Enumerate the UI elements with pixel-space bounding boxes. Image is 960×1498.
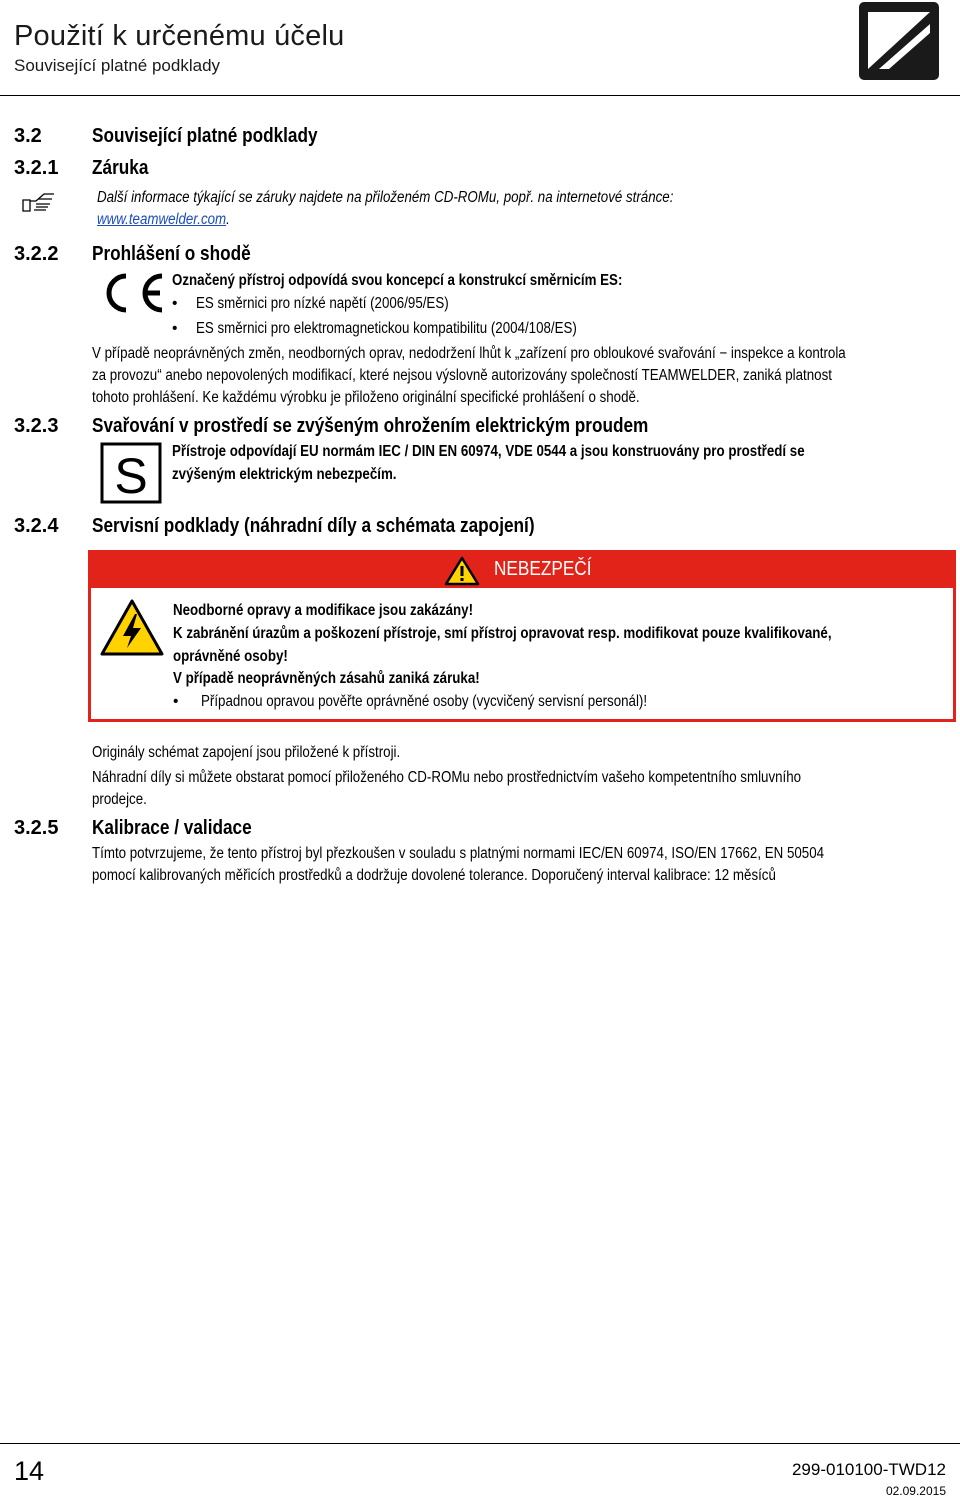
section-title: Kalibrace / validace [92, 817, 252, 839]
high-voltage-icon [99, 598, 165, 663]
section-title: Svařování v prostředí se zvýšeným ohrožením elektrickým proudem [92, 415, 649, 437]
danger-header [88, 550, 956, 588]
danger-text: K zabránění úrazům a poškození přístroje, smí přístroj opravovat resp. modifikovat pouze kvalifikované, [173, 625, 832, 642]
section-number: 3.2.5 [14, 817, 59, 839]
danger-text: V případě neoprávněných zásahů zaniká záruka! [173, 670, 480, 687]
s-mark-icon [100, 442, 162, 509]
list-item: ES směrnici pro nízké napětí (2006/95/ES) [196, 295, 449, 312]
page-number: 14 [14, 1456, 45, 1486]
section-title: Servisní podklady (náhradní díly a schémata zapojení) [92, 515, 535, 537]
section-number: 3.2.4 [14, 515, 59, 537]
paragraph-line: pomocí kalibrovaných měřicích prostředků a dodržuje dovolené tolerance. Doporučený interval kalibrace: 12 měsíců [92, 867, 776, 884]
paragraph-line: tohoto prohlášení. Ke každému výrobku je přiloženo originální specifické prohlášení o shodě. [92, 389, 640, 406]
list-bullet: • [172, 295, 178, 312]
danger-label: NEBEZPEČÍ [494, 558, 592, 580]
document-id: 299-010100-TWD12 [791, 1460, 946, 1479]
paragraph-line: za provozu“ anebo nepovolených modifikací, které nejsou výslovně autorizovány společností TEAMWELDER, zaniká platnost [92, 367, 832, 384]
paragraph-line: Tímto potvrzujeme, že tento přístroj byl přezkoušen v souladu s platnými normami IEC/EN 60974, ISO/EN 17662, EN 50504 [92, 845, 825, 862]
section-number: 3.2.1 [14, 157, 59, 179]
warning-triangle-icon [444, 556, 480, 591]
danger-box [88, 588, 956, 722]
page-subtitle: Související platné podklady [14, 56, 221, 75]
paragraph-line: V případě neoprávněných změn, neodborných oprav, nedodržení lhůt k „zařízení pro obloukové svařování − inspekce a kontrola [92, 345, 846, 362]
ce-mark-icon [96, 270, 166, 321]
list-bullet: • [173, 693, 179, 710]
pointing-hand-icon [22, 191, 56, 218]
s-mark-letter: S [114, 448, 148, 504]
paragraph-line: Originály schémat zapojení jsou přiložené k přístroji. [92, 744, 401, 761]
section-number: 3.2 [14, 125, 42, 147]
paragraph-line: Náhradní díly si můžete obstarat pomocí přiloženého CD-ROMu nebo prostřednictvím vašeho kompetentního smluvního [92, 769, 802, 786]
website-link[interactable]: www.teamwelder.com [97, 211, 227, 228]
brand-logo-icon [859, 2, 939, 80]
footer-divider [0, 1443, 960, 1444]
section-number: 3.2.2 [14, 243, 59, 265]
section-title: Záruka [92, 157, 149, 179]
list-bullet: • [172, 320, 178, 337]
danger-text: Neodborné opravy a modifikace jsou zakázány! [173, 602, 474, 619]
hint-link-line: www.teamwelder.com. [97, 211, 230, 228]
document-date: 02.09.2015 [885, 1484, 946, 1498]
header-divider [0, 95, 960, 96]
paragraph-line: prodejce. [92, 791, 147, 808]
hint-text: Další informace týkající se záruky najdete na přiloženém CD-ROMu, popř. na internetové stránce: [97, 189, 674, 206]
list-item: ES směrnici pro elektromagnetickou kompatibilitu (2004/108/ES) [196, 320, 577, 337]
danger-text: oprávněné osoby! [173, 648, 288, 665]
section-title: Související platné podklady [92, 125, 318, 147]
s-mark-text: zvýšeným elektrickým nebezpečím. [172, 466, 397, 483]
section-number: 3.2.3 [14, 415, 59, 437]
conformity-lead: Označený přístroj odpovídá svou koncepcí a konstrukcí směrnicím ES: [172, 272, 623, 289]
section-title: Prohlášení o shodě [92, 243, 251, 265]
s-mark-text: Přístroje odpovídají EU normám IEC / DIN EN 60974, VDE 0544 a jsou konstruovány pro prostředí se [172, 443, 805, 460]
page-title: Použití k určenému účelu [14, 20, 345, 52]
danger-bullet: Případnou opravou pověřte oprávněné osoby (vycvičený servisní personál)! [201, 693, 648, 710]
